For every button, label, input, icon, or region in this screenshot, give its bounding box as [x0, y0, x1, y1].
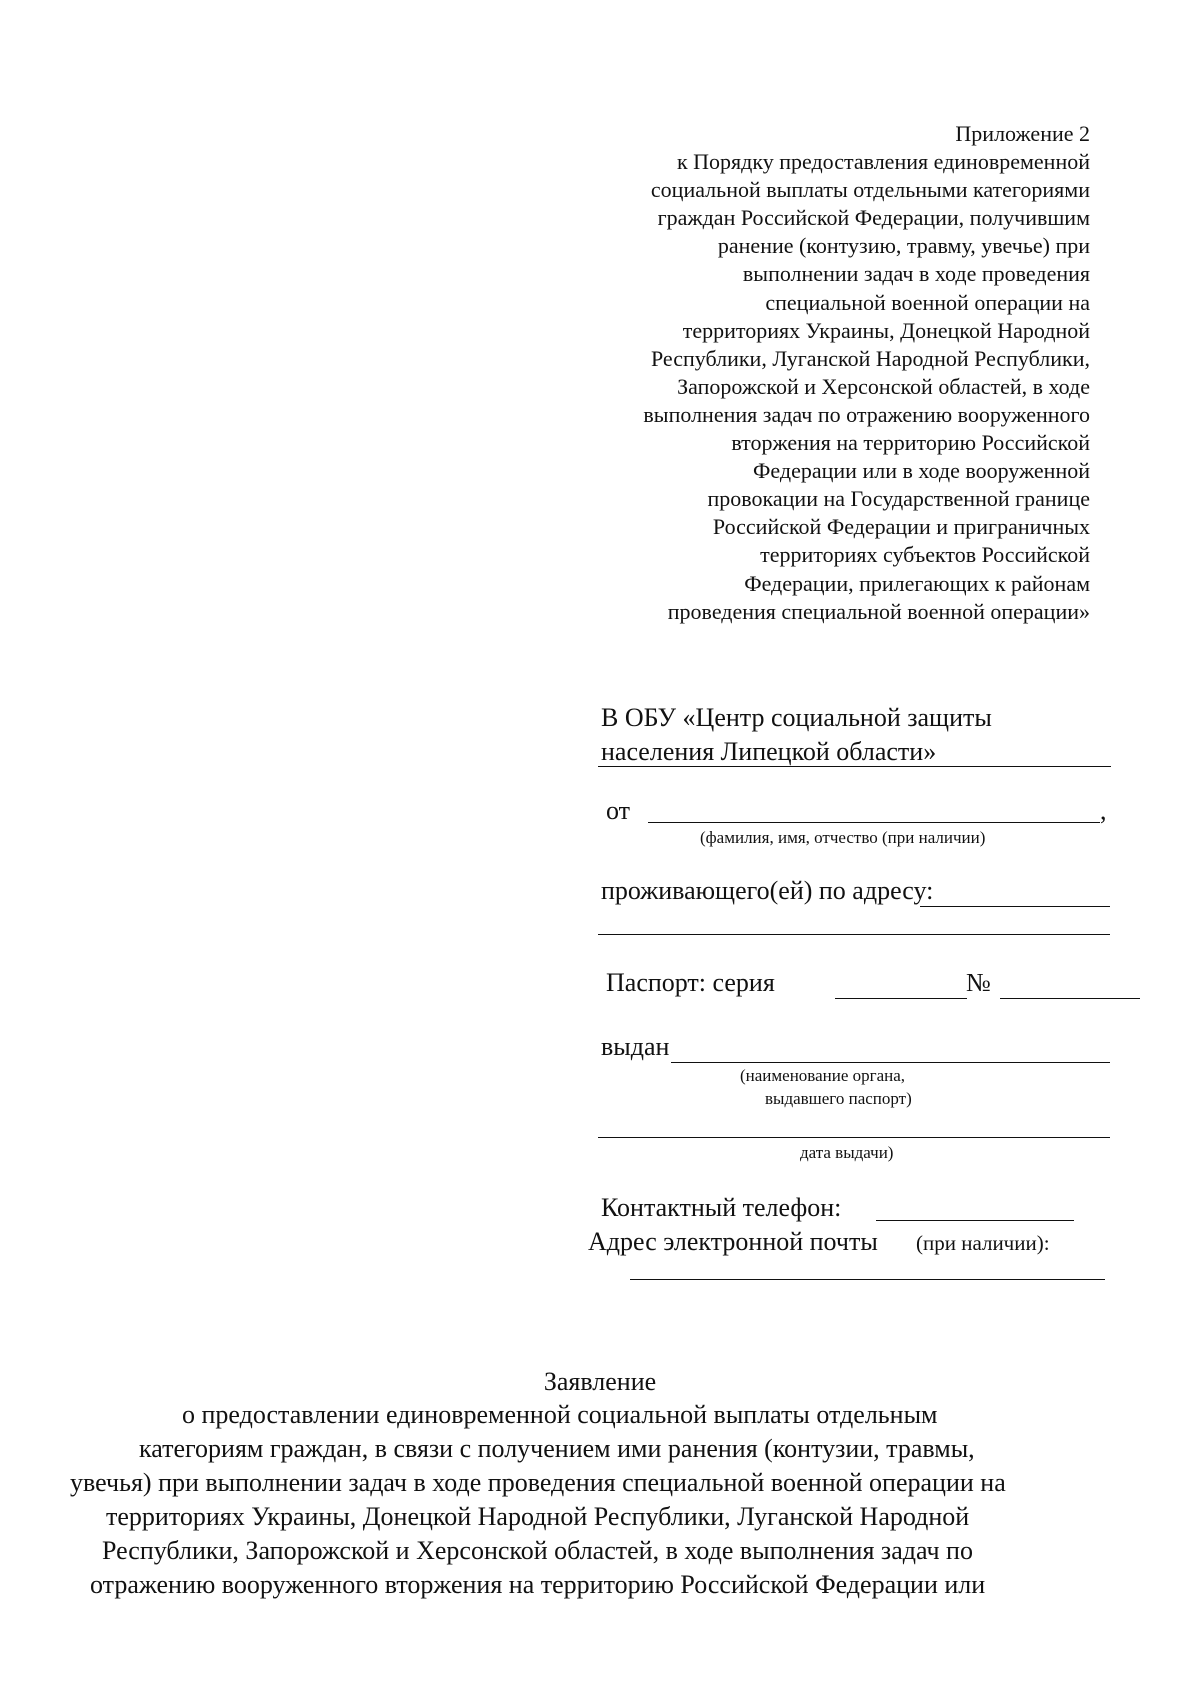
addressee-line-2: населения Липецкой области»	[601, 737, 937, 766]
issued-by-caption-1: (наименование органа,	[740, 1066, 906, 1085]
appendix-line: социальной выплаты отдельными категориями	[650, 177, 1090, 203]
passport-number-field-line[interactable]	[1000, 998, 1140, 999]
statement-line: отражению вооруженного вторжения на территорию Российской Федерации или	[90, 1570, 986, 1599]
appendix-line: ранение (контузию, травму, увечье) при	[717, 233, 1090, 259]
appendix-line: выполнении задач в ходе проведения	[742, 261, 1090, 287]
issue-date-caption: дата выдачи)	[800, 1143, 894, 1162]
issued-by-caption-2: выдавшего паспорт)	[765, 1089, 912, 1108]
email-note: (при наличии):	[916, 1231, 1050, 1255]
addressee-line-1: В ОБУ «Центр социальной защиты	[601, 703, 992, 732]
appendix-line: Российской Федерации и приграничных	[712, 514, 1090, 540]
full-name-caption: (фамилия, имя, отчество (при наличии)	[700, 828, 986, 847]
statement-line: территориях Украины, Донецкой Народной Республики, Луганской Народной	[106, 1502, 970, 1531]
address-field-line-1[interactable]	[920, 906, 1110, 907]
full-name-field-line[interactable]	[648, 822, 1100, 823]
statement-title: Заявление	[543, 1367, 657, 1396]
appendix-line: провокации на Государственной границе	[707, 486, 1090, 512]
appendix-line: проведения специальной военной операции»	[667, 598, 1090, 624]
appendix-line: территориях субъектов Российской	[760, 542, 1090, 568]
appendix-line: Запорожской и Херсонской областей, в ходе	[677, 373, 1090, 399]
appendix-line: граждан Российской Федерации, получившим	[657, 205, 1090, 231]
appendix-line: Федерации или в ходе вооруженной	[753, 458, 1090, 484]
phone-field-line[interactable]	[876, 1220, 1074, 1221]
appendix-line: выполнения задач по отражению вооруженного	[643, 401, 1090, 427]
statement-line: Республики, Запорожской и Херсонской областей, в ходе выполнения задач по	[102, 1536, 973, 1565]
passport-number-sign: №	[966, 968, 991, 997]
appendix-line: вторжения на территорию Российской	[731, 430, 1090, 456]
address-field-line-2[interactable]	[598, 934, 1110, 935]
addressee-underline	[598, 766, 1111, 767]
appendix-line: Федерации, прилегающих к районам	[744, 570, 1090, 596]
issued-by-field-line[interactable]	[671, 1062, 1110, 1063]
passport-series-label: Паспорт: серия	[606, 968, 775, 997]
passport-series-field-line[interactable]	[835, 998, 967, 999]
appendix-line: к Порядку предоставления единовременной	[676, 149, 1090, 175]
appendix-line: Республики, Луганской Народной Республики,	[650, 345, 1090, 371]
email-field-line[interactable]	[630, 1279, 1105, 1280]
statement-line: о предоставлении единовременной социальной выплаты отдельным	[182, 1400, 938, 1429]
issue-date-field-line[interactable]	[598, 1137, 1110, 1138]
from-comma: ,	[1100, 796, 1107, 825]
appendix-line: специальной военной операции на	[765, 289, 1090, 315]
email-label: Адрес электронной почты	[588, 1227, 878, 1256]
statement-line: увечья) при выполнении задач в ходе проведения специальной военной операции на	[70, 1468, 1006, 1497]
issued-label: выдан	[601, 1032, 670, 1061]
statement-line: категориям граждан, в связи с получением ими ранения (контузии, травмы,	[139, 1434, 975, 1463]
from-label: от	[606, 796, 631, 825]
phone-label: Контактный телефон:	[601, 1193, 842, 1222]
appendix-header	[560, 120, 1090, 626]
appendix-line: территориях Украины, Донецкой Народной	[682, 317, 1090, 343]
appendix-line: Приложение 2	[955, 121, 1090, 146]
residence-label: проживающего(ей) по адресу:	[601, 876, 934, 905]
